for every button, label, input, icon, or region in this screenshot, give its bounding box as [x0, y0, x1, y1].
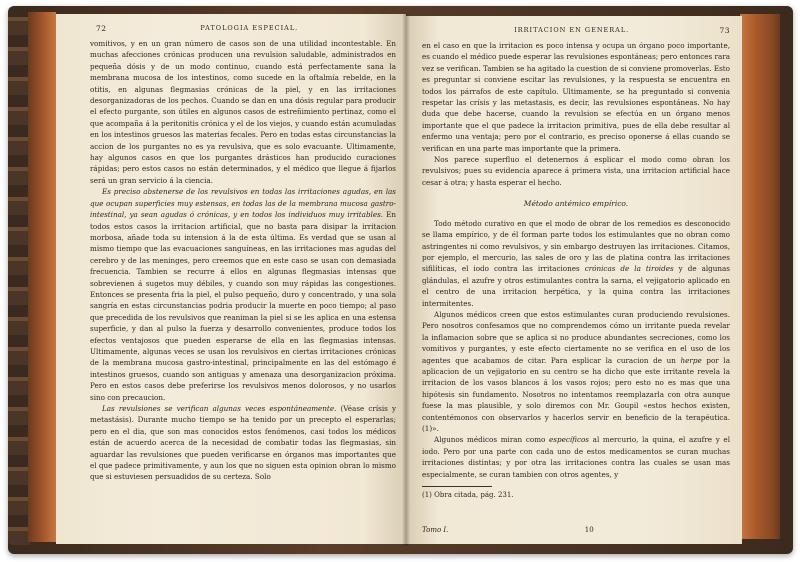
italic-text: crónicas de la tiroides — [584, 264, 674, 274]
italic-text: Las revulsiones se verifican algunas veces espontáneamente. — [102, 404, 337, 413]
italic-text: Es preciso abstenerse de los revulsivos en todas las irritaciones agudas, en las que ocupan superficies muy estensas, en todas las de la membrana mucosa gastro-intestinal, ya sean agudas ó crónicas, y en todos los individuos muy irritables. — [90, 187, 396, 220]
signature-line — [422, 526, 730, 534]
right-page — [406, 16, 742, 544]
right-page-header — [424, 26, 730, 35]
volume-signature: Tomo I. — [422, 526, 449, 534]
section-title: Método antémico empírico. — [523, 199, 629, 209]
text-run: por la aplicacion de un vejigatorio en su centro se ha dicho que este irritante revela la irritacion de los vasos blancos á los vasos rojos; pero esto no es mas que una hipótesis sin fundamento. Nosotros no intentamos reemplazarla con otra aunque fuese la mas plausible, y solo diremos con Mr. Goupil «estos hechos existen, contentémonos con observarlos y hacerlos servir en beneficio de la terapéutica. (1)». — [422, 355, 730, 433]
italic-text: específicos — [549, 435, 589, 445]
text-run: y de algunas glándulas, el azufre y otros estimulantes contra la sarna, el vejigatorio aplicado en el centro de una irritacion herpética, y la quina contra las irritaciones intermitentes. — [422, 264, 730, 308]
page-edge-right — [740, 14, 780, 539]
gathering-signature: 10 — [584, 526, 594, 534]
text-run: Algunos médicos miran como — [434, 435, 550, 445]
paragraph — [90, 38, 396, 186]
text-run: en el caso en que la irritacion es poco intensa y ocupa un órgano poco importante, es cuando el médico puede esperar las revulsiones espontáneas; pero entonces rara vez se verifican. Tambien se ha agitado la cuestion de si conviene promoverlas. Esto es preguntar si conviene escitar las revulsiones, y la respuesta se encuentra en todos los párrafos de este capítulo. Ultimamente, se ha preguntado si convenia respetar las crísis y las metastasis, es decir, las revulsiones espontáneas. No hay duda que debe hacerse, cuando la revulsion se efectúa en un órgano menos importante que el que padece la irritacion primitiva, pues de ella debe resultar al enfermo una ventaja; pero por el contrario, es preciso oponerse á ellas cuando se verifican en una parte mas importante que la primera. — [422, 41, 730, 153]
left-page-header — [96, 24, 392, 33]
left-page-number: 72 — [96, 24, 107, 33]
left-running-title: PATOLOGIA ESPECIAL. — [200, 24, 299, 32]
book-gutter — [402, 14, 410, 546]
paragraph — [422, 40, 730, 154]
text-run: (Véase crísis y metastásis). Durante mucho tiempo se ha tenido por un precepto el esperarlas; pero en el dia, que son mas conocidos estos fenómenos, casi todos los médicos están de acuerdo acerca de la necesidad de combatir todas las flegmasias, sin aguardar las revulsiones que pueden verificarse en órganos mas importantes que el que padece primitivamente, y aun los que no siguen esta opinion obran lo mismo que si estuviesen persuadidos de su certeza. Solo — [90, 404, 396, 482]
paragraph — [422, 309, 730, 434]
right-page-body — [422, 40, 730, 500]
paragraph — [422, 218, 730, 309]
left-page-body — [90, 38, 396, 483]
paragraph — [422, 434, 730, 480]
right-body-bottom — [422, 218, 730, 480]
paragraph — [90, 186, 396, 403]
paragraph — [422, 154, 730, 188]
text-run: En todos estos casos la irritacion artificial, que no basta para disipar la irritacion morbosa, añade toda su intension á la de esta última. Es verdad que se usan al mismo tiempo que las evacuaciones sanguíneas, en las irritaciones mas agudas del cerebro y de las meninges, pero creemos que en este caso se usan con demasiada frecuencia. Tambien se recurre á ellos en algunas flegmasias intensas que sobrevienen á sugetos muy débiles, y cuando son muy rápidas las congestiones. Entonces se presenta fria la piel, el pulso pequeño, duro y concentrado, y una sola sangría en estas circunstancias podria producir la muerte en poco tiempo; al paso que precedida de los revulsivos que reaniman la piel si se les aplica en una estensa superficie, y dan al pulso la fuerza y desarrollo convenientes, produce todos los efectos ventajosos que pueden esperarse de ella en las flegmasias intensas. Ultimamente, algunas veces se usan los revulsivos en ciertas irritaciones crónicas de la membrana mucosa gastro-intestinal, principalmente en las del estómago é intestinos gruesos, cuando son antiguas y amenaza una desorganizacion próxima. Pero en estos casos debe preferirse los revulsivos menos dolorosos, y no usarlos sino con precaucion. — [90, 210, 396, 402]
text-run: Todo método curativo en que el modo de obrar de los remedios es desconocido se llama empírico, y de él forman parte todos los estimulantes que no obran como astringentes ni como revulsivos, y sin embargo destruyen las irritaciones. Citamos, por ejemplo, el mercurio, las sales de oro y las de platina contra las irritaciones sifilíticas, el iodo contra las irritaciones — [422, 218, 730, 274]
text-run: Nos parece superfluo el detenernos á esplicar el modo como obran los revulsivos; pues su evidencia aparece á primera vista, una irritacion artificial hace cesar á otra; y hasta esperar el hecho. — [422, 155, 730, 187]
right-page-number: 73 — [719, 26, 730, 35]
page-edge-left — [28, 12, 56, 542]
book-spine — [8, 10, 30, 545]
text-run: al mercurio, la quina, el azufre y el iodo. Pero por una parte con cada uno de estos medicamentos se curan muchas irritaciones distintas; y por otra las irritaciones contra las cuales se usan mas especialmente, se curan tambien con otros agentes, y — [422, 435, 730, 479]
text-run: Algunos médicos creen que estos estimulantes curan produciendo revulsiones. Pero nosotros confesamos que no comprendemos cómo un irritante pueda revelar la inflamacion sobre que se aplica si no produce abundantes secreciones, como los vomitivos y purgantes, y este efecto ciertamente no se verifica en el uso de los agentes que acabamos de citar. Para esplicar la curacion de un — [422, 309, 730, 365]
left-page — [56, 14, 406, 544]
text-run: vomitivos, y en un gran número de casos son de una utilidad incontestable. En muchas afecciones crónicas producen una revulsion saludable, administrados en pequeña dósis y de un modo continuo, cuando está perfectamente sana la membrana mucosa de los intestinos, como sucede en la oftalmía rebelde, en la otitis, en algunas flegmasias crónicas de la piel, y en las irritaciones desorganizadoras de los pechos. Cuando se dan en una dósis regular para producir el efecto purgante, son útiles en algunos casos de estreñimiento pertinaz, como el que acompaña á la peritonitis crónica y el de los viejos, y cuando están acumuladas en los intestinos gruesos las materias fecales. Pero en todas estas circunstancias la accion de los purgantes no es ya revulsiva, que es solo evacuante. Ultimamente, hay algunos casos en que los purgantes drásticos han producido curaciones rápidas; pero estos casos no están determinados, y el médico que llegue á fijarlos será un gran servicio á la ciencia. — [90, 39, 396, 185]
footnote: (1) Obra citada, pág. 231. — [422, 491, 514, 500]
right-body-top — [422, 40, 730, 188]
footnote-rule — [422, 486, 492, 487]
paragraph — [90, 403, 396, 483]
italic-text: herpe — [680, 355, 702, 365]
right-running-title: IRRITACION EN GENERAL. — [514, 26, 630, 34]
